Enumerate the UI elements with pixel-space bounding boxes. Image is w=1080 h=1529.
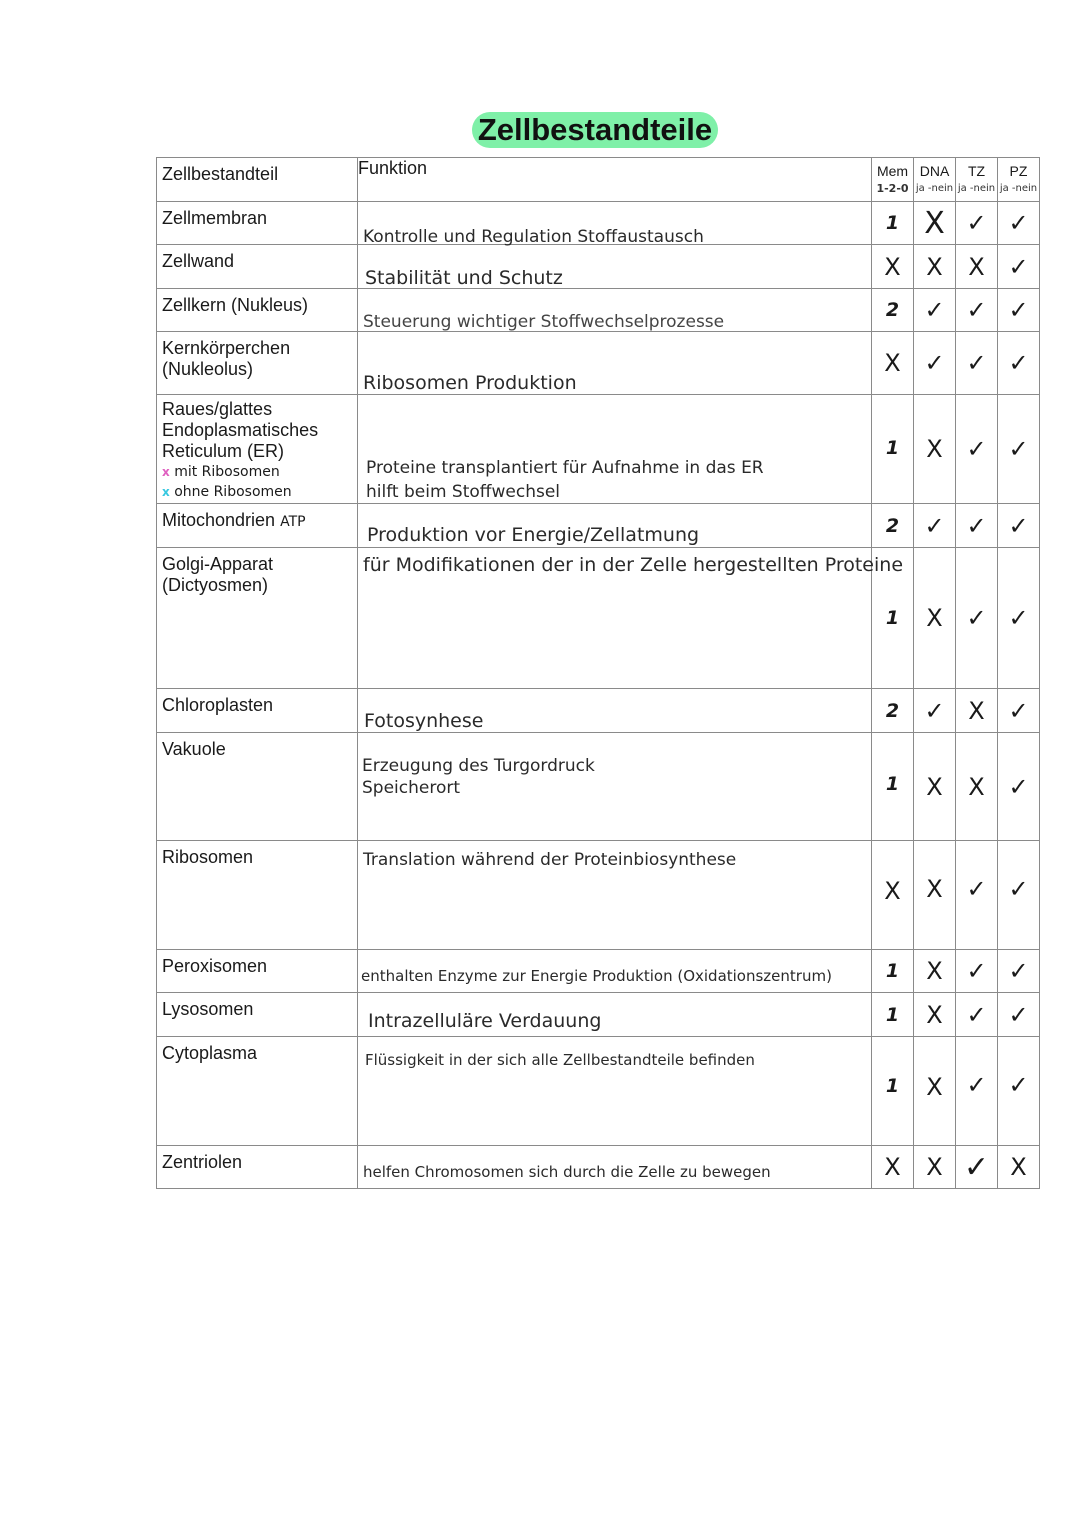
pz-cell [998, 1037, 1040, 1146]
dna-mark: ✓ [924, 696, 945, 725]
row-name: Vakuole [157, 733, 358, 841]
dna-mark: ✓ [924, 349, 945, 377]
dna-cell [914, 395, 956, 504]
row-name: Peroxisomen [157, 950, 358, 993]
pz-cell [998, 689, 1040, 733]
dna-cell [914, 332, 956, 395]
dna-cell [914, 245, 956, 289]
tz-mark: ✓ [966, 349, 987, 377]
row-function-cell [358, 289, 872, 332]
header-function: Funktion [358, 158, 872, 202]
tz-mark: ✓ [966, 511, 987, 540]
pz-mark: ✓ [1008, 957, 1029, 985]
mem-value: 1 [885, 607, 900, 629]
table-row [157, 733, 1040, 841]
row-function: Flüssigkeit in der sich alle Zellbestandteile befinden [365, 1051, 755, 1069]
row-function: Ribosomen Produktion [363, 372, 577, 394]
table-row [157, 202, 1040, 245]
dna-mark: X [924, 205, 945, 241]
row-function-2: Speicherort [362, 778, 461, 798]
header-tz-sub: ja -nein [957, 182, 996, 194]
mem-value: X [884, 252, 901, 281]
tz-cell [956, 245, 998, 289]
header-pz-label: PZ [1009, 162, 1028, 179]
header-dna-label: DNA [919, 162, 950, 179]
row-name: Kernkörperchen (Nukleolus) [157, 332, 358, 395]
cyan-cross-icon: x [162, 485, 170, 499]
cell-components-table [156, 157, 1040, 1189]
row-function-cell [358, 504, 872, 548]
mem-cell [872, 548, 914, 689]
table-row [157, 332, 1040, 395]
pz-mark: X [1010, 1153, 1027, 1181]
dna-mark: X [926, 957, 943, 985]
pz-mark: ✓ [1008, 296, 1029, 324]
dna-mark: X [926, 773, 943, 801]
mem-cell [872, 1037, 914, 1146]
tz-mark: ✓ [966, 1000, 987, 1029]
table-row [157, 841, 1040, 950]
page-title: Zellbestandteile [472, 112, 718, 148]
table-row [157, 504, 1040, 548]
mem-value: X [884, 1153, 901, 1181]
pz-cell [998, 245, 1040, 289]
row-name: Zellkern (Nukleus) [157, 289, 358, 332]
table-row [157, 993, 1040, 1037]
header-pz [998, 158, 1040, 202]
row-name: Mitochondrien [162, 510, 276, 530]
mem-value: 1 [885, 773, 900, 795]
tz-mark: ✓ [966, 1071, 987, 1099]
pz-mark: ✓ [1008, 435, 1029, 463]
row-name: Golgi-Apparat (Dictyosmen) [157, 548, 358, 689]
tz-cell [956, 395, 998, 504]
table-row [157, 395, 1040, 504]
mem-value: 1 [885, 1003, 900, 1026]
mem-cell [872, 841, 914, 950]
header-mem-label: Mem [876, 162, 909, 179]
row-function-cell [358, 1037, 872, 1146]
pz-cell [998, 1146, 1040, 1189]
row-function: Stabilität und Schutz [365, 267, 563, 289]
tz-cell [956, 950, 998, 993]
pz-mark: ✓ [1008, 1000, 1029, 1029]
mem-value: X [884, 877, 901, 905]
row-name: Zellwand [157, 245, 358, 289]
pz-mark: ✓ [1008, 349, 1029, 377]
tz-mark: ✓ [966, 209, 987, 237]
table-row [157, 950, 1040, 993]
row-function-cell [358, 689, 872, 733]
tz-cell [956, 332, 998, 395]
pz-cell [998, 289, 1040, 332]
dna-cell [914, 504, 956, 548]
dna-mark: X [926, 1000, 943, 1029]
row-name: Raues/glattes Endoplasmatisches Reticulum (ER) [162, 399, 319, 461]
table-row [157, 289, 1040, 332]
tz-mark: X [968, 696, 985, 725]
row-function: Fotosynhese [364, 710, 484, 732]
pz-cell [998, 332, 1040, 395]
mem-cell [872, 332, 914, 395]
table-row [157, 548, 1040, 689]
tz-cell [956, 733, 998, 841]
row-name-cell [157, 395, 358, 504]
er-note-smooth [162, 482, 352, 502]
row-function: Erzeugung des Turgordruck [362, 756, 595, 776]
mem-cell [872, 245, 914, 289]
dna-cell [914, 733, 956, 841]
pink-cross-icon: x [162, 465, 170, 479]
tz-cell [956, 202, 998, 245]
dna-cell [914, 289, 956, 332]
row-function-cell [358, 841, 872, 950]
row-name: Zellmembran [157, 202, 358, 245]
tz-mark: ✓ [963, 1149, 990, 1185]
tz-cell [956, 1037, 998, 1146]
mem-value: 1 [885, 212, 900, 234]
tz-cell [956, 289, 998, 332]
header-name: Zellbestandteil [157, 158, 358, 202]
dna-mark: X [926, 875, 943, 903]
tz-cell [956, 548, 998, 689]
er-note-smooth-text: ohne Ribosomen [174, 484, 292, 500]
row-function: Translation während der Proteinbiosynthese [363, 850, 737, 870]
dna-cell [914, 202, 956, 245]
mem-cell [872, 202, 914, 245]
pz-mark: ✓ [1008, 696, 1029, 725]
tz-cell [956, 1146, 998, 1189]
header-tz-label: TZ [967, 162, 986, 179]
pz-mark: ✓ [1008, 875, 1029, 903]
dna-mark: X [926, 604, 943, 632]
dna-mark: X [926, 1073, 943, 1101]
table-row [157, 245, 1040, 289]
dna-mark: X [926, 252, 943, 281]
row-function-cell [358, 950, 872, 993]
pz-mark: ✓ [1008, 1071, 1029, 1099]
dna-mark: ✓ [924, 296, 945, 324]
dna-mark: X [926, 435, 943, 463]
row-function-cell [358, 202, 872, 245]
er-note-rough-text: mit Ribosomen [174, 464, 280, 480]
pz-cell [998, 548, 1040, 689]
tz-mark: ✓ [966, 296, 987, 324]
row-name-cell [157, 504, 358, 548]
mem-value: 2 [885, 514, 900, 537]
table-header-row [157, 158, 1040, 202]
dna-cell [914, 1037, 956, 1146]
mem-value: 1 [885, 1075, 900, 1097]
tz-cell [956, 689, 998, 733]
pz-mark: ✓ [1008, 604, 1029, 632]
mem-cell [872, 1146, 914, 1189]
row-function: für Modifikationen der in der Zelle hergestellten Proteine [363, 554, 904, 576]
row-function-cell [358, 332, 872, 395]
dna-cell [914, 548, 956, 689]
dna-cell [914, 950, 956, 993]
row-function: Kontrolle und Regulation Stoffaustausch [363, 227, 704, 247]
er-note-rough [162, 462, 352, 482]
row-function: Intrazelluläre Verdauung [368, 1010, 602, 1032]
row-function-cell [358, 395, 872, 504]
mem-cell [872, 733, 914, 841]
dna-cell [914, 1146, 956, 1189]
tz-cell [956, 504, 998, 548]
pz-mark: ✓ [1008, 773, 1029, 801]
header-mem [872, 158, 914, 202]
tz-cell [956, 993, 998, 1037]
row-function-cell [358, 1146, 872, 1189]
mem-value: X [884, 349, 901, 377]
row-name: Lysosomen [157, 993, 358, 1037]
row-function: Produktion vor Energie/Zellatmung [367, 524, 700, 546]
row-function: enthalten Enzyme zur Energie Produktion (Oxidationszentrum) [361, 967, 832, 985]
tz-mark: X [968, 773, 985, 801]
mem-value: 2 [885, 299, 900, 321]
row-name-note: ATP [280, 514, 306, 530]
mem-cell [872, 689, 914, 733]
dna-mark: X [926, 1153, 943, 1181]
pz-cell [998, 950, 1040, 993]
dna-cell [914, 841, 956, 950]
pz-cell [998, 733, 1040, 841]
tz-cell [956, 841, 998, 950]
row-function-cell [358, 548, 904, 689]
row-function: helfen Chromosomen sich durch die Zelle zu bewegen [363, 1163, 771, 1181]
title-wrap [0, 112, 1080, 148]
mem-cell [872, 504, 914, 548]
dna-cell [914, 993, 956, 1037]
header-dna-sub: ja -nein [915, 182, 954, 194]
pz-mark: ✓ [1008, 209, 1029, 237]
mem-value: 2 [885, 699, 900, 722]
pz-mark: ✓ [1008, 252, 1029, 281]
pz-mark: ✓ [1008, 511, 1029, 540]
pz-cell [998, 395, 1040, 504]
row-name: Ribosomen [157, 841, 358, 950]
pz-cell [998, 504, 1040, 548]
table-row [157, 689, 1040, 733]
row-function-2: hilft beim Stoffwechsel [366, 482, 561, 502]
row-function-cell [358, 733, 872, 841]
dna-cell [914, 689, 956, 733]
mem-cell [872, 950, 914, 993]
mem-value: 1 [885, 437, 900, 459]
header-pz-sub: ja -nein [999, 182, 1038, 194]
tz-mark: ✓ [966, 957, 987, 985]
pz-cell [998, 993, 1040, 1037]
row-function-cell [358, 245, 872, 289]
tz-mark: ✓ [966, 435, 987, 463]
table-row [157, 1037, 1040, 1146]
pz-cell [998, 202, 1040, 245]
tz-mark: X [968, 252, 985, 281]
tz-mark: ✓ [966, 604, 987, 632]
row-function: Steuerung wichtiger Stoffwechselprozesse [363, 312, 725, 332]
row-name: Cytoplasma [157, 1037, 358, 1146]
row-function: Proteine transplantiert für Aufnahme in das ER [366, 458, 764, 478]
header-tz [956, 158, 998, 202]
mem-value: 1 [885, 960, 900, 982]
header-dna [914, 158, 956, 202]
row-function-cell [358, 993, 872, 1037]
row-name: Zentriolen [157, 1146, 358, 1189]
mem-cell [872, 289, 914, 332]
table-row [157, 1146, 1040, 1189]
mem-cell [872, 993, 914, 1037]
row-name: Chloroplasten [157, 689, 358, 733]
tz-mark: ✓ [966, 875, 987, 903]
pz-cell [998, 841, 1040, 950]
mem-cell [872, 395, 914, 504]
dna-mark: ✓ [924, 511, 945, 540]
header-mem-sub: 1-2-0 [876, 181, 909, 195]
